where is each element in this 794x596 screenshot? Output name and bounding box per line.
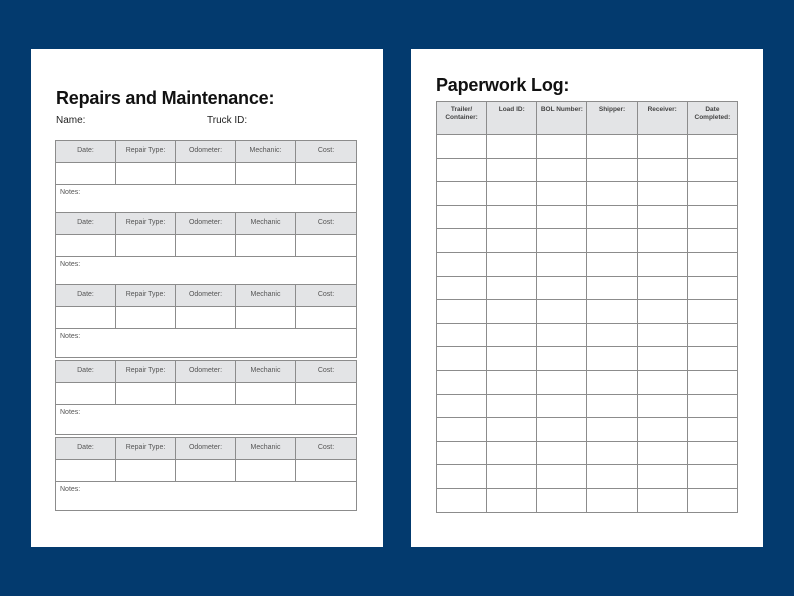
table-cell	[487, 323, 537, 347]
table-cell	[687, 441, 737, 465]
table-cell	[487, 441, 537, 465]
table-cell	[637, 205, 687, 229]
table-cell	[437, 370, 487, 394]
table-cell	[687, 300, 737, 324]
entry-cell	[55, 162, 116, 185]
table-cell	[587, 300, 637, 324]
table-row	[437, 300, 738, 324]
header-load-id: Load ID:	[487, 102, 537, 135]
repair-block-5	[56, 438, 357, 511]
table-cell	[687, 229, 737, 253]
table-cell	[537, 182, 587, 206]
header-date: Date:	[55, 212, 116, 235]
table-cell	[537, 323, 587, 347]
entry-cell	[235, 382, 296, 405]
table-row	[437, 205, 738, 229]
table-cell	[537, 135, 587, 159]
table-row	[437, 276, 738, 300]
notes-box: Notes:	[55, 481, 357, 511]
table-cell	[437, 418, 487, 442]
entry-cell	[175, 459, 236, 482]
entry-cell	[115, 306, 176, 329]
table-cell	[587, 135, 637, 159]
table-cell	[487, 300, 537, 324]
entry-cell	[175, 162, 236, 185]
entry-cell	[55, 234, 116, 257]
repair-block-1	[56, 141, 357, 214]
table-cell	[587, 276, 637, 300]
header-date-completed: Date Completed:	[687, 102, 737, 135]
header-trailer-container: Trailer/ Container:	[437, 102, 487, 135]
table-cell	[587, 347, 637, 371]
table-cell	[687, 182, 737, 206]
table-cell	[637, 488, 687, 512]
table-cell	[637, 276, 687, 300]
table-cell	[487, 158, 537, 182]
table-cell	[437, 158, 487, 182]
header-date: Date:	[55, 284, 116, 307]
table-cell	[537, 252, 587, 276]
header-cost: Cost:	[295, 437, 357, 460]
header-date: Date:	[55, 437, 116, 460]
table-cell	[687, 205, 737, 229]
table-cell	[687, 418, 737, 442]
table-cell	[437, 182, 487, 206]
entry-cell	[55, 306, 116, 329]
truck-id-label: Truck ID:	[207, 115, 248, 126]
table-cell	[487, 276, 537, 300]
repair-block-3	[56, 285, 357, 358]
table-cell	[537, 418, 587, 442]
table-cell	[687, 370, 737, 394]
table-cell	[687, 465, 737, 489]
repair-header-row	[56, 361, 357, 383]
table-cell	[487, 182, 537, 206]
table-row	[437, 394, 738, 418]
entry-cell	[115, 162, 176, 185]
paperwork-page	[411, 49, 763, 547]
table-cell	[687, 158, 737, 182]
table-row	[437, 418, 738, 442]
table-row	[437, 441, 738, 465]
header-cost: Cost:	[295, 360, 357, 383]
header-mechanic: Mechanic	[235, 360, 296, 383]
table-cell	[637, 441, 687, 465]
table-cell	[437, 347, 487, 371]
entry-cell	[235, 306, 296, 329]
repair-block-2	[56, 213, 357, 286]
table-cell	[587, 229, 637, 253]
table-cell	[587, 182, 637, 206]
header-repair-type: Repair Type:	[115, 140, 176, 163]
table-row	[437, 323, 738, 347]
table-cell	[487, 465, 537, 489]
table-cell	[587, 488, 637, 512]
entry-cell	[295, 459, 357, 482]
table-cell	[637, 135, 687, 159]
table-cell	[537, 394, 587, 418]
table-row	[437, 158, 738, 182]
repairs-title: Repairs and Maintenance:	[56, 88, 275, 108]
header-odometer: Odometer:	[175, 284, 236, 307]
table-cell	[537, 205, 587, 229]
table-cell	[637, 252, 687, 276]
table-cell	[637, 158, 687, 182]
entry-cell	[295, 162, 357, 185]
header-mechanic: Mechanic	[235, 437, 296, 460]
table-row	[437, 135, 738, 159]
table-cell	[537, 488, 587, 512]
table-cell	[637, 370, 687, 394]
table-cell	[637, 418, 687, 442]
table-cell	[587, 323, 637, 347]
header-repair-type: Repair Type:	[115, 360, 176, 383]
entry-cell	[235, 459, 296, 482]
header-mechanic: Mechanic	[235, 212, 296, 235]
entry-cell	[295, 382, 357, 405]
table-cell	[537, 276, 587, 300]
repair-header-row	[56, 285, 357, 307]
table-cell	[587, 394, 637, 418]
table-cell	[487, 205, 537, 229]
repair-entry-row	[56, 460, 357, 482]
table-cell	[687, 394, 737, 418]
header-cost: Cost:	[295, 284, 357, 307]
repairs-page	[31, 49, 383, 547]
table-row	[437, 252, 738, 276]
entry-cell	[115, 382, 176, 405]
paperwork-rows	[437, 135, 738, 513]
header-date: Date:	[55, 140, 116, 163]
entry-cell	[235, 162, 296, 185]
table-cell	[587, 418, 637, 442]
entry-cell	[295, 234, 357, 257]
table-cell	[537, 229, 587, 253]
table-cell	[537, 300, 587, 324]
table-cell	[537, 441, 587, 465]
table-cell	[437, 488, 487, 512]
entry-cell	[175, 234, 236, 257]
notes-box: Notes:	[55, 328, 357, 358]
entry-cell	[55, 382, 116, 405]
table-cell	[637, 394, 687, 418]
table-cell	[587, 158, 637, 182]
repair-entry-row	[56, 383, 357, 405]
table-cell	[487, 488, 537, 512]
table-cell	[487, 252, 537, 276]
header-repair-type: Repair Type:	[115, 284, 176, 307]
table-cell	[687, 323, 737, 347]
paperwork-header-row	[437, 102, 738, 135]
paperwork-title: Paperwork Log:	[436, 75, 570, 95]
table-cell	[587, 441, 637, 465]
table-row	[437, 347, 738, 371]
notes-box: Notes:	[55, 256, 357, 286]
table-cell	[587, 252, 637, 276]
table-row	[437, 488, 738, 512]
table-cell	[587, 370, 637, 394]
repair-header-row	[56, 141, 357, 163]
header-odometer: Odometer:	[175, 212, 236, 235]
header-shipper: Shipper:	[587, 102, 637, 135]
repair-header-row	[56, 438, 357, 460]
notes-box: Notes:	[55, 184, 357, 214]
header-date: Date:	[55, 360, 116, 383]
table-cell	[687, 347, 737, 371]
table-cell	[637, 182, 687, 206]
table-cell	[487, 347, 537, 371]
table-cell	[687, 252, 737, 276]
table-cell	[487, 229, 537, 253]
entry-cell	[175, 306, 236, 329]
table-row	[437, 465, 738, 489]
repair-block-4	[56, 361, 357, 435]
header-mechanic: Mechanic:	[235, 140, 296, 163]
table-cell	[537, 370, 587, 394]
table-row	[437, 229, 738, 253]
header-cost: Cost:	[295, 140, 357, 163]
repair-header-row	[56, 213, 357, 235]
header-odometer: Odometer:	[175, 437, 236, 460]
header-cost: Cost:	[295, 212, 357, 235]
table-cell	[637, 300, 687, 324]
entry-cell	[115, 459, 176, 482]
table-cell	[487, 418, 537, 442]
repair-entry-row	[56, 235, 357, 257]
table-cell	[437, 394, 487, 418]
header-repair-type: Repair Type:	[115, 437, 176, 460]
table-cell	[637, 347, 687, 371]
table-cell	[437, 229, 487, 253]
table-cell	[637, 229, 687, 253]
entry-cell	[55, 459, 116, 482]
table-cell	[487, 135, 537, 159]
table-cell	[437, 205, 487, 229]
table-cell	[437, 252, 487, 276]
repair-entry-row	[56, 163, 357, 185]
entry-cell	[295, 306, 357, 329]
table-cell	[587, 205, 637, 229]
table-cell	[437, 276, 487, 300]
table-row	[437, 370, 738, 394]
table-cell	[437, 300, 487, 324]
table-cell	[637, 323, 687, 347]
table-cell	[437, 323, 487, 347]
table-cell	[437, 465, 487, 489]
notes-box: Notes:	[55, 404, 357, 435]
table-cell	[487, 370, 537, 394]
header-bol-number: BOL Number:	[537, 102, 587, 135]
table-cell	[687, 488, 737, 512]
repair-entry-row	[56, 307, 357, 329]
paperwork-table	[436, 101, 738, 513]
header-mechanic: Mechanic	[235, 284, 296, 307]
entry-cell	[115, 234, 176, 257]
table-cell	[637, 465, 687, 489]
table-cell	[687, 276, 737, 300]
header-odometer: Odometer:	[175, 140, 236, 163]
table-row	[437, 182, 738, 206]
entry-cell	[235, 234, 296, 257]
name-label: Name:	[56, 115, 86, 126]
table-cell	[687, 135, 737, 159]
header-odometer: Odometer:	[175, 360, 236, 383]
table-cell	[437, 441, 487, 465]
header-receiver: Receiver:	[637, 102, 687, 135]
entry-cell	[175, 382, 236, 405]
table-cell	[587, 465, 637, 489]
table-cell	[537, 158, 587, 182]
table-cell	[487, 394, 537, 418]
table-cell	[437, 135, 487, 159]
table-cell	[537, 465, 587, 489]
header-repair-type: Repair Type:	[115, 212, 176, 235]
table-cell	[537, 347, 587, 371]
